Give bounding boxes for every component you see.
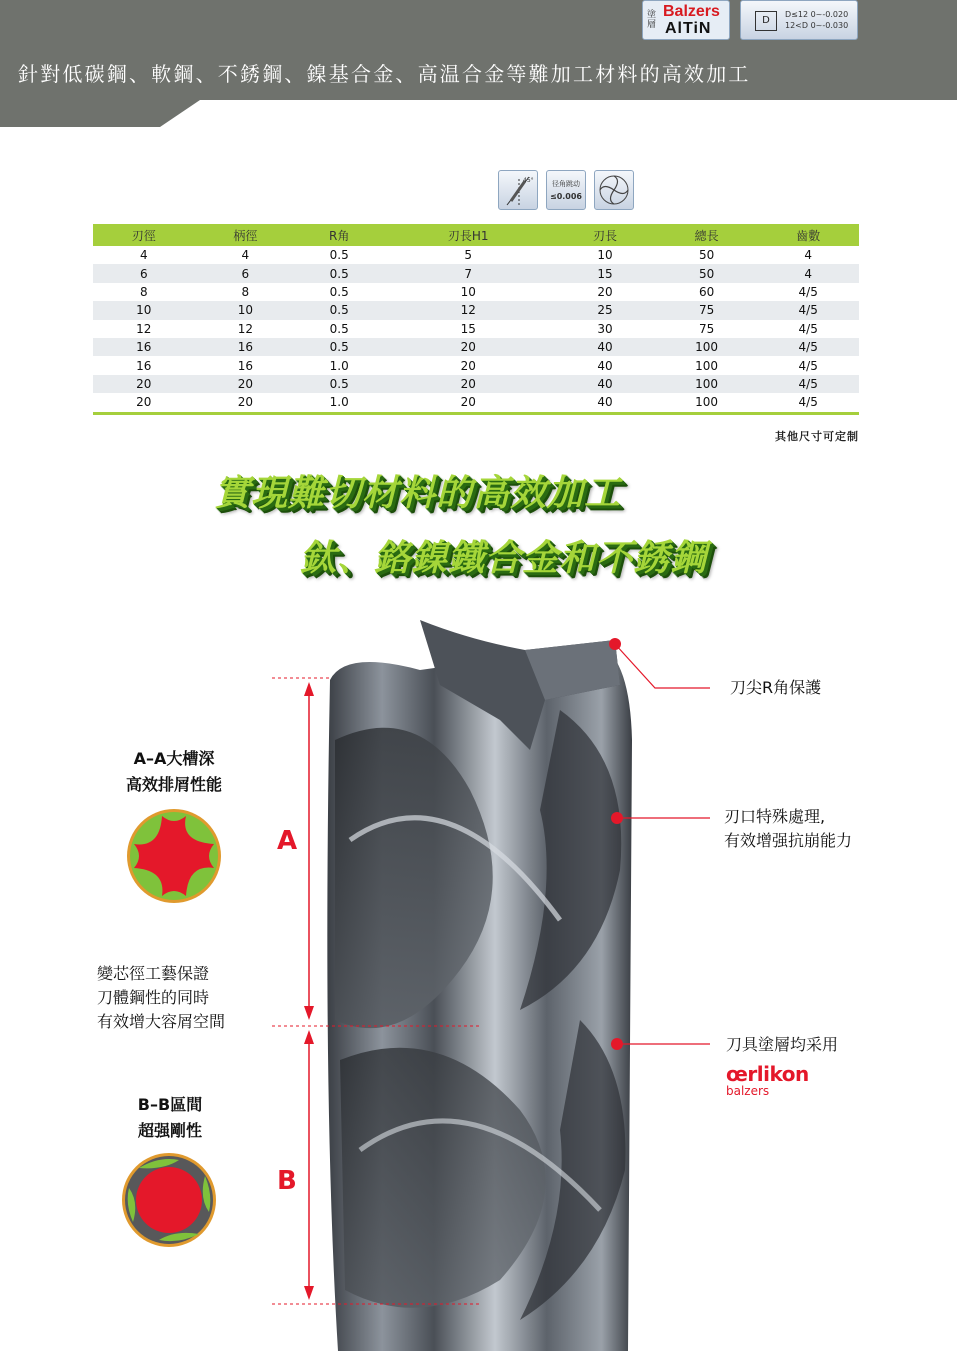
aa-cross-section-icon	[127, 809, 221, 903]
spec-table-header	[93, 224, 859, 246]
table-cell: 4/5	[757, 338, 859, 356]
aa-title-line-1: A–A大槽深	[133, 749, 215, 768]
section-b-label: B	[277, 1166, 297, 1196]
table-cell: 12	[382, 301, 554, 319]
table-cell: 50	[698, 248, 715, 263]
table-cell: 10	[597, 248, 613, 263]
table-cell: 40	[554, 338, 656, 356]
core-line-3: 有效增大容屑空間	[97, 1012, 226, 1031]
table-row	[93, 283, 859, 301]
table-cell: 7	[382, 264, 554, 282]
table-cell: 12	[136, 321, 152, 336]
oerlikon-logo	[726, 1063, 809, 1098]
table-cell: 10	[93, 301, 195, 319]
bb-cross-section-icon	[122, 1153, 216, 1247]
table-cell: 5	[464, 248, 473, 263]
table-cell: 20	[195, 375, 297, 393]
edge-line-2: 有效增强抗崩能力	[724, 831, 853, 850]
table-cell: 16	[195, 338, 297, 356]
table-cell: 4/5	[798, 284, 818, 299]
table-cell: 12	[237, 321, 253, 336]
table-cell: 4/5	[757, 375, 859, 393]
table-cell: 15	[460, 321, 476, 336]
table-cell: 4	[757, 264, 859, 282]
table-cell: 20	[93, 375, 195, 393]
coating-label: 刀具塗層均采用	[726, 1035, 839, 1054]
table-cell: 40	[554, 375, 656, 393]
table-cell: 6	[195, 264, 297, 282]
table-cell: 16	[237, 358, 253, 373]
table-row	[93, 338, 859, 356]
table-cell: 20	[93, 393, 195, 413]
custom-size-note: 其他尺寸可定制	[775, 430, 859, 443]
table-cell: 20	[597, 284, 613, 299]
table-cell: 75	[698, 321, 715, 336]
section-a-label: A	[277, 826, 298, 856]
core-diameter-label	[97, 962, 225, 1034]
table-cell: 40	[554, 393, 656, 413]
core-line-2: 刀體鋼性的同時	[97, 988, 210, 1007]
table-cell: 30	[597, 321, 613, 336]
table-cell: 1.0	[329, 358, 349, 373]
table-row	[93, 301, 859, 319]
oerlikon-brand: œrlikon	[726, 1062, 809, 1086]
table-cell: 100	[695, 358, 719, 373]
table-cell: 4	[241, 248, 250, 263]
page-title: 針對低碳鋼、軟鋼、不銹鋼、鎳基合金、高温合金等難加工材料的高效加工	[18, 62, 751, 86]
aa-title-line-2: 高效排屑性能	[125, 775, 222, 794]
table-cell: 8	[241, 284, 250, 299]
table-cell: 6	[93, 264, 195, 282]
svg-text:45°: 45°	[523, 177, 534, 184]
core-line-1: 變芯徑工藝保證	[97, 964, 210, 983]
table-cell: 100	[656, 375, 758, 393]
table-cell: 100	[656, 338, 758, 356]
table-cell: 20	[195, 393, 297, 413]
slogan-line-2: 鈦、鉻鎳鐵合金和不銹鋼	[300, 538, 708, 579]
table-row	[93, 264, 859, 282]
slogan-line-1: 實現難切材料的高效加工	[214, 473, 622, 514]
table-row	[93, 393, 859, 413]
header-cutting-diameter: 刃徑	[93, 224, 195, 246]
coating-icon: 塗 層 Balzers AlTiN	[642, 0, 730, 40]
edge-treatment-label	[724, 805, 852, 853]
table-row	[93, 356, 859, 374]
table-cell: 1.0	[296, 393, 382, 413]
table-cell: 0.5	[296, 301, 382, 319]
table-row	[93, 375, 859, 393]
header-corner-radius: R角	[296, 224, 382, 246]
table-cell: 60	[698, 284, 715, 299]
table-cell: 40	[597, 358, 613, 373]
table-cell: 25	[554, 301, 656, 319]
header-flutes: 齒數	[757, 224, 859, 246]
aa-label	[100, 746, 248, 798]
header-overall-length: 總長	[656, 224, 758, 246]
table-cell: 0.5	[329, 248, 349, 263]
tolerance-icon: D D≤12 0~-0.020 12<D 0~-0.030	[740, 0, 858, 40]
header-shank-diameter: 柄徑	[195, 224, 297, 246]
end-mill-body	[327, 620, 632, 1351]
edge-line-1: 刃口特殊處理,	[724, 807, 826, 826]
tip-protection-label: 刀尖R角保護	[730, 678, 822, 697]
header-flute-length-h1: 刃長H1	[382, 224, 554, 246]
table-cell: 0.5	[329, 284, 349, 299]
table-cell: 50	[656, 264, 758, 282]
oerlikon-sub: balzers	[726, 1084, 770, 1098]
table-cell: 4/5	[798, 321, 818, 336]
table-cell: 8	[139, 284, 148, 299]
header-flute-length: 刃長	[554, 224, 656, 246]
table-cell: 15	[554, 264, 656, 282]
table-row	[93, 320, 859, 338]
spec-table	[93, 224, 859, 415]
table-cell: 16	[136, 358, 152, 373]
helix-angle-icon	[498, 170, 538, 210]
bb-label	[100, 1092, 240, 1144]
runout-icon: 径角跳动 ≤0.006	[546, 170, 586, 210]
table-cell: 20	[382, 375, 554, 393]
table-cell: 20	[382, 393, 554, 413]
table-cell: 75	[656, 301, 758, 319]
table-cell: 100	[656, 393, 758, 413]
table-cell: 0.5	[296, 375, 382, 393]
table-cell: 4/5	[798, 358, 818, 373]
table-cell: 4/5	[757, 393, 859, 413]
table-cell: 0.5	[296, 338, 382, 356]
table-cell: 4	[139, 248, 148, 263]
bb-title-line-1: B–B區間	[137, 1095, 203, 1114]
table-cell: 10	[195, 301, 297, 319]
table-row	[93, 246, 859, 264]
table-cell: 16	[93, 338, 195, 356]
table-cell: 10	[460, 284, 476, 299]
table-cell: 0.5	[329, 321, 349, 336]
four-flute-icon	[594, 170, 634, 210]
table-cell: 20	[460, 358, 476, 373]
bb-title-line-2: 超强剛性	[137, 1121, 202, 1140]
table-cell: 20	[382, 338, 554, 356]
table-cell: 4/5	[757, 301, 859, 319]
table-cell: 4	[804, 248, 813, 263]
table-cell: 0.5	[296, 264, 382, 282]
